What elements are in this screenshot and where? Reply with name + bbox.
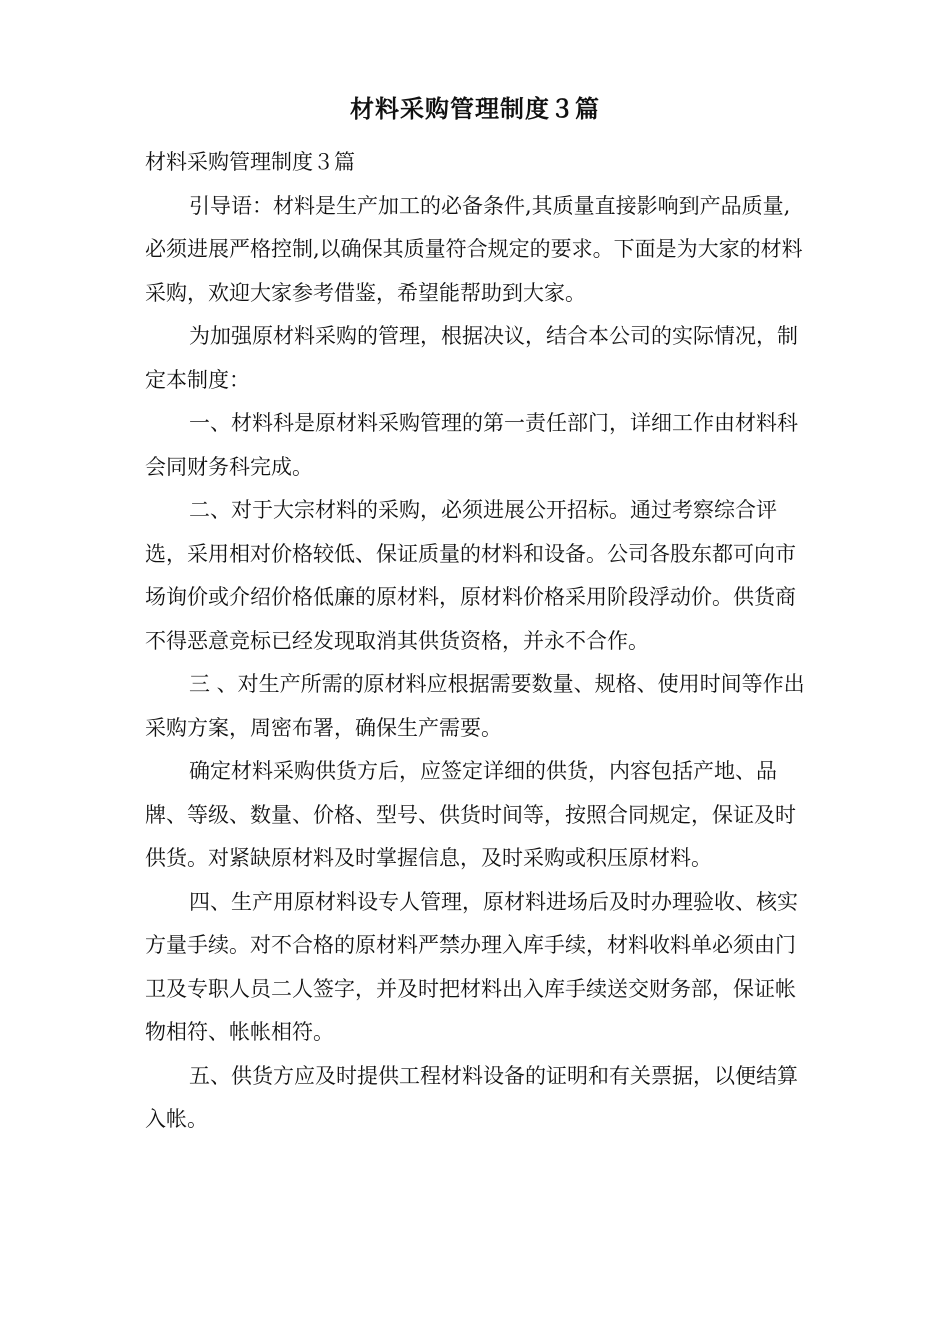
document-subtitle: 材料采购管理制度３篇 <box>145 150 355 174</box>
paragraph-clause-1: 一、材料科是原材料采购管理的第一责任部门，详细工作由材料科会同财务科完成。 <box>145 411 798 479</box>
paragraph-clause-5: 五、供货方应及时提供工程材料设备的证明和有关票据，以便结算入帐。 <box>145 1063 798 1131</box>
paragraph-clause-2: 二、对于大宗材料的采购，必须进展公开招标。通过考察综合评选，采用相对价格较低、保证质量的材料和设备。公司各股东都可向市场询价或介绍价格低廉的原材料，原材料价格采用阶段浮动价。供货商不得恶意竞标已经发现取消其供货资格，并永不合作。 <box>145 498 796 653</box>
paragraph-clause-3: 三 、对生产所需的原材料应根据需要数量、规格、使用时间等作出采购方案，周密布署，确保生产需要。 <box>145 672 805 740</box>
document-body <box>145 141 810 1142</box>
paragraph-clause-4: 四、生产用原材料设专人管理，原材料进场后及时办理验收、核实方量手续。对不合格的原材料严禁办理入库手续，材料收料单必须由门卫及专职人员二人签字，并及时把材料出入库手续送交财务部，保证帐物相符、帐帐相符。 <box>145 889 798 1044</box>
document-title: 材料采购管理制度３篇 <box>350 94 600 123</box>
paragraph-purpose: 为加强原材料采购的管理，根据决议，结合本公司的实际情况，制定本制度： <box>145 324 798 392</box>
paragraph-intro: 引导语：材料是生产加工的必备条件,其质量直接影响到产品质量,必须进展严格控制,以确保其质量符合规定的要求。下面是为大家的材料采购，欢迎大家参考借鉴，希望能帮助到大家。 <box>145 193 803 305</box>
paragraph-supplier-contract: 确定材料采购供货方后，应签定详细的供货，内容包括产地、品牌、等级、数量、价格、型号、供货时间等，按照合同规定，保证及时供货。对紧缺原材料及时掌握信息，及时采购或积压原材料。 <box>145 759 796 870</box>
